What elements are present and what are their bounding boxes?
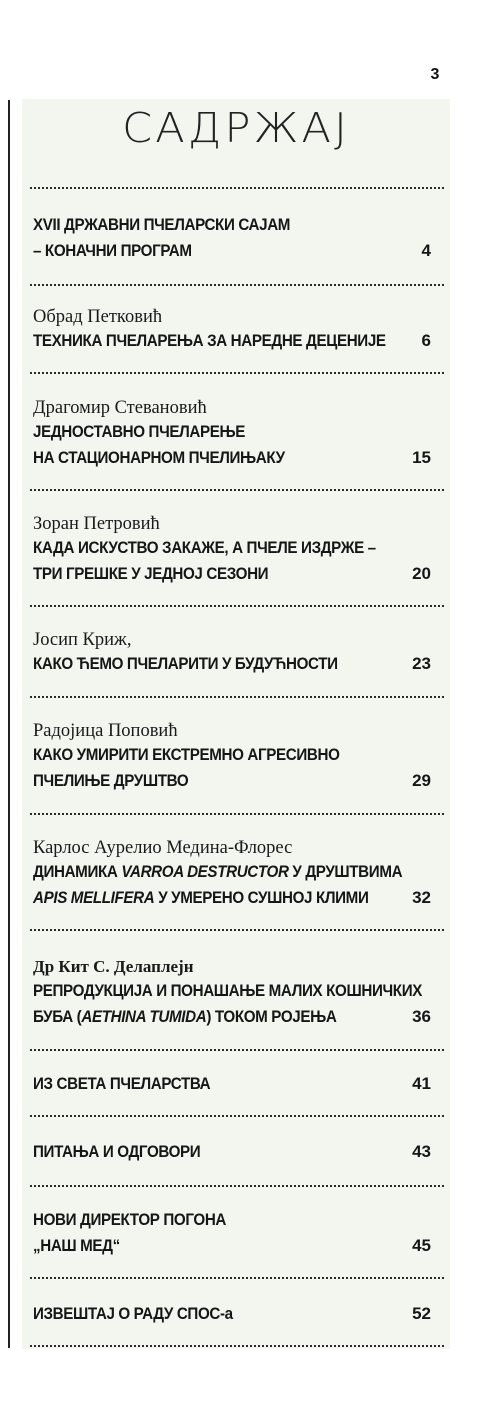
- dotted-separator: [30, 1049, 444, 1051]
- entry-title: НОВИ ДИРЕКТОР ПОГОНА: [33, 1211, 227, 1229]
- dotted-separator: [30, 284, 444, 286]
- entry-title: „НАШ МЕД“: [33, 1237, 120, 1255]
- entry-author: Карлос Аурелио Медина-Флорес: [33, 838, 293, 858]
- dotted-separator: [30, 1185, 444, 1187]
- toc-entry[interactable]: [33, 1207, 431, 1259]
- entry-page-number: 15: [412, 448, 431, 467]
- dotted-separator: [30, 1277, 444, 1279]
- entry-title: ЈЕДНОСТАВНО ПЧЕЛАРЕЊЕ: [33, 423, 246, 441]
- dotted-separator: [30, 605, 444, 607]
- entry-title: КАДА ИСКУСТВО ЗАКАЖЕ, А ПЧЕЛЕ ИЗДРЖЕ –: [33, 539, 376, 557]
- entry-page-number: 45: [412, 1236, 431, 1255]
- entry-page-number: 4: [421, 241, 431, 260]
- entry-author: Драгомир Стевановић: [33, 398, 207, 418]
- entry-title: КАКО ЋЕМО ПЧЕЛАРИТИ У БУДУЋНОСТИ: [33, 655, 338, 673]
- title-part: У УМЕРЕНО СУШНОЈ КЛИМИ: [154, 889, 369, 907]
- dotted-separator: [30, 1115, 444, 1117]
- toc-entry[interactable]: [33, 720, 431, 794]
- toc-entry[interactable]: [33, 1301, 431, 1327]
- title-part: БУБА (: [33, 1008, 82, 1026]
- entry-title: НА СТАЦИОНАРНОМ ПЧЕЛИЊАКУ: [33, 449, 285, 467]
- species-name: VARROA DESTRUCTOR: [121, 863, 289, 881]
- entry-page-number: 32: [412, 888, 431, 907]
- toc-entry[interactable]: [33, 397, 431, 471]
- entry-title: [33, 859, 403, 885]
- entry-title: ИЗВЕШТАЈ О РАДУ СПОС-а: [33, 1305, 233, 1323]
- entry-page-number: 6: [421, 331, 431, 350]
- entry-page-number: 36: [412, 1007, 431, 1026]
- species-name: APIS MELLIFERA: [33, 889, 155, 907]
- toc-entry[interactable]: [33, 1071, 431, 1097]
- toc-entry[interactable]: [33, 629, 431, 677]
- toc-entry[interactable]: [33, 513, 431, 587]
- entry-title: ТЕХНИКА ПЧЕЛАРЕЊА ЗА НАРЕДНЕ ДЕЦЕНИЈЕ: [33, 332, 386, 350]
- dotted-separator: [30, 489, 444, 491]
- dotted-separator: [30, 813, 444, 815]
- entry-title: ИЗ СВЕТА ПЧЕЛАРСТВА: [33, 1075, 211, 1093]
- left-margin-rule: [8, 100, 10, 1348]
- entry-page-number: 29: [412, 771, 431, 790]
- entry-title: КАКО УМИРИТИ ЕКСТРЕМНО АГРЕСИВНО: [33, 746, 340, 764]
- contents-heading: САДРЖАЈ: [122, 104, 350, 152]
- dotted-separator: [30, 929, 444, 931]
- entry-author: Радојица Поповић: [33, 721, 178, 741]
- toc-entry[interactable]: [33, 212, 431, 264]
- entry-title: ПИТАЊА И ОДГОВОРИ: [33, 1143, 201, 1161]
- toc-entry[interactable]: [33, 837, 431, 911]
- entry-title: XVII ДРЖАВНИ ПЧЕЛАРСКИ САЈАМ: [33, 216, 291, 234]
- entry-title: – КОНАЧНИ ПРОГРАМ: [33, 242, 192, 260]
- entry-title: [33, 1004, 399, 1030]
- entry-page-number: 23: [412, 654, 431, 673]
- species-name: AETHINA TUMIDA: [81, 1008, 207, 1026]
- entry-author: Обрад Петковић: [33, 307, 163, 327]
- entry-page-number: 52: [412, 1304, 431, 1323]
- entry-page-number: 43: [412, 1142, 431, 1161]
- dotted-separator: [30, 187, 444, 189]
- entry-title: ПЧЕЛИЊЕ ДРУШТВО: [33, 772, 189, 790]
- toc-entry[interactable]: [33, 956, 431, 1030]
- title-part: ) ТОКОМ РОЈЕЊА: [206, 1008, 337, 1026]
- toc-entry[interactable]: [33, 1139, 431, 1165]
- dotted-separator: [30, 696, 444, 698]
- title-part: ДИНАМИКА: [33, 863, 122, 881]
- dotted-separator: [30, 372, 444, 374]
- entry-author: Зоран Петровић: [33, 514, 160, 534]
- toc-entry[interactable]: [33, 306, 431, 354]
- entry-author: Др Кит С. Делаплејн: [33, 957, 194, 976]
- entry-page-number: 20: [412, 564, 431, 583]
- title-part: У ДРУШТВИМА: [288, 863, 403, 881]
- entry-title: ТРИ ГРЕШКЕ У ЈЕДНОЈ СЕЗОНИ: [33, 565, 269, 583]
- entry-author: Јосип Криж,: [33, 630, 132, 650]
- entry-title: РЕПРОДУКЦИЈА И ПОНАШАЊЕ МАЛИХ КОШНИЧКИХ: [33, 982, 423, 1000]
- entry-page-number: 41: [412, 1074, 431, 1093]
- dotted-separator: [30, 1345, 444, 1347]
- entry-title: [33, 885, 399, 911]
- page-number: 3: [430, 66, 440, 83]
